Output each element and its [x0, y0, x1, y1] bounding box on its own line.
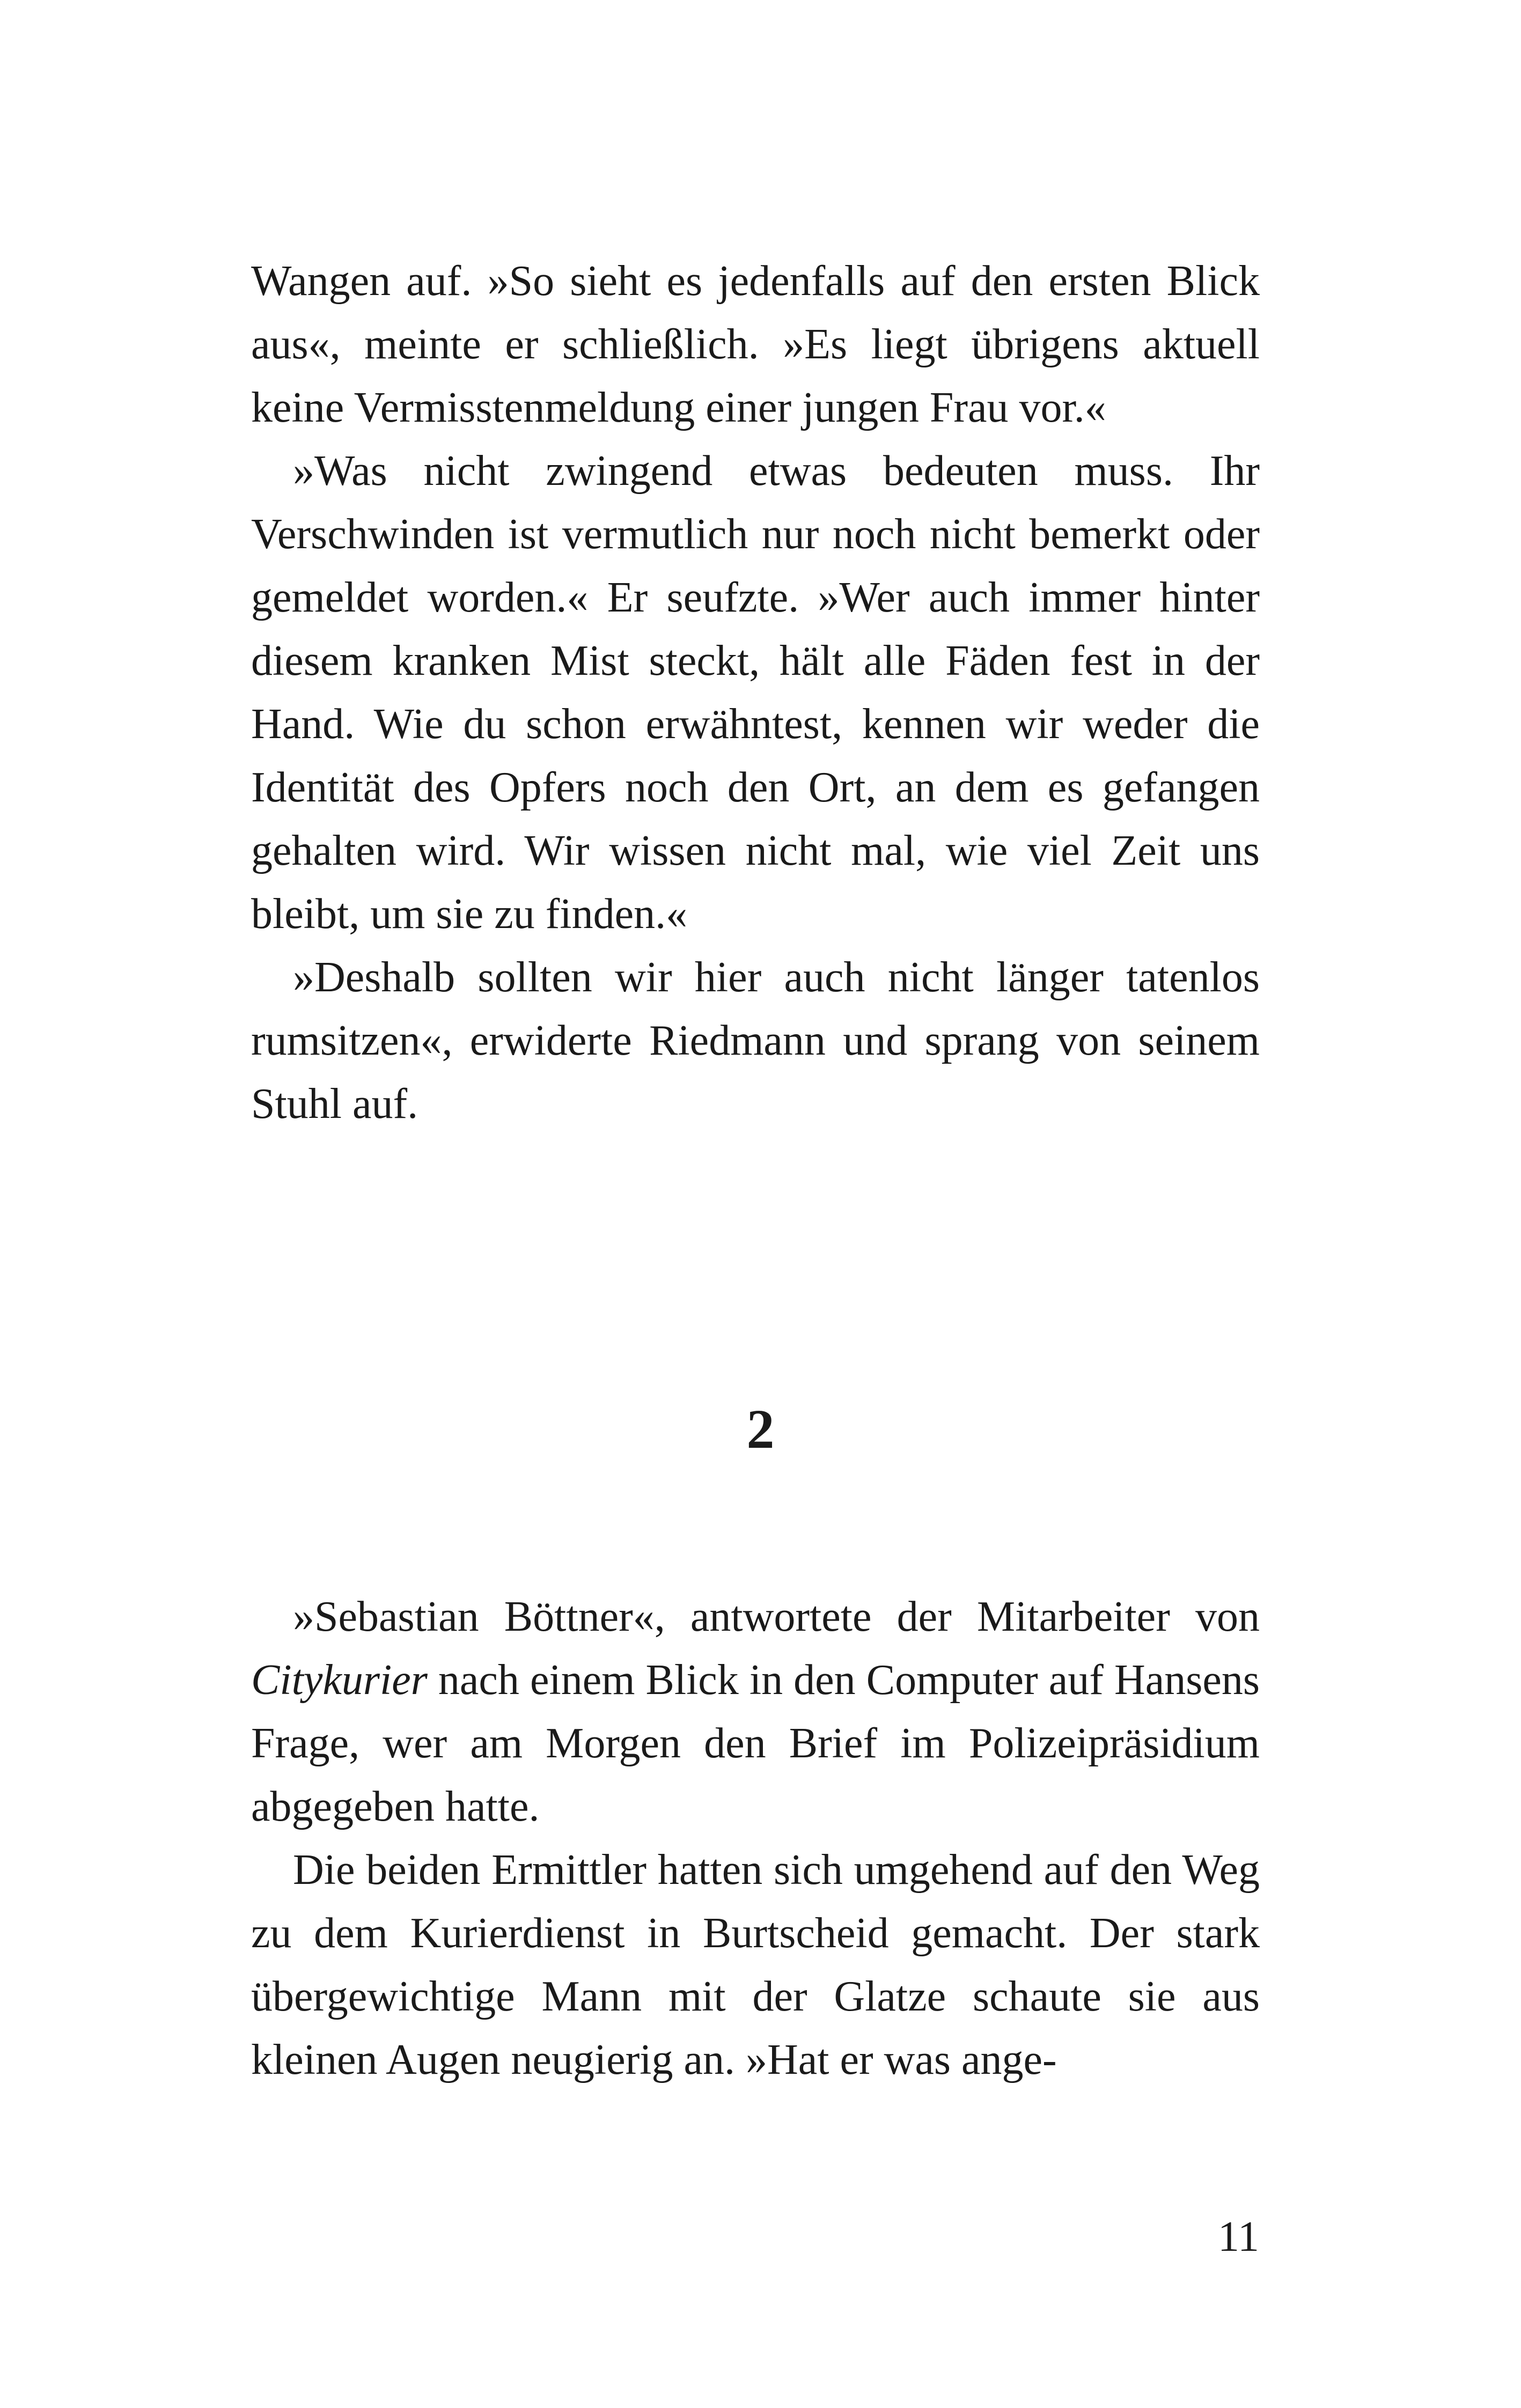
- paragraph-1: Wangen auf. »So sieht es jedenfalls auf den ersten Blick aus«, meinte er schließlich. »Es liegt übrigens aktuell keine Vermisstenmeldung einer jungen Frau vor.«: [251, 257, 1260, 431]
- paragraph-5: Die beiden Ermittler hatten sich umgehend auf den Weg zu dem Kurierdienst in Burtscheid gemacht. Der stark übergewichtige Mann mit der Glatze schaute sie aus kleinen Augen neugierig an. »Hat er was ange-: [251, 1846, 1260, 2083]
- page-number: 11: [1217, 2213, 1259, 2260]
- paragraph-4: [251, 1585, 1260, 1838]
- paragraph-4-end: nach einem Blick in den Computer auf Hansens Frage, wer am Morgen den Brief im Polizeipräsidium abgegeben hatte.: [251, 1656, 1260, 1830]
- body-text-bottom: [251, 1585, 1260, 2092]
- body-text-top: [251, 249, 1260, 1136]
- paragraph-2: »Was nicht zwingend etwas bedeuten muss. Ihr Verschwinden ist vermutlich nur noch nicht bemerkt oder gemeldet worden.« Er seufzte. »Wer auch immer hinter diesem kranken Mist steckt, hält alle Fäden fest in der Hand. Wie du schon erwähntest, kennen wir weder die Identität des Opfers noch den Ort, an dem es gefangen gehalten wird. Wir wissen nicht mal, wie viel Zeit uns bleibt, um sie zu finden.«: [251, 447, 1260, 938]
- company-name: Citykurier: [251, 1656, 428, 1704]
- chapter-number: 2: [746, 1398, 775, 1460]
- paragraph-4-start: »Sebastian Böttner«, antwortete der Mitarbeiter von: [293, 1593, 1260, 1640]
- paragraph-3: »Deshalb sollten wir hier auch nicht länger tatenlos rumsitzen«, erwiderte Riedmann und sprang von seinem Stuhl auf.: [251, 954, 1260, 1128]
